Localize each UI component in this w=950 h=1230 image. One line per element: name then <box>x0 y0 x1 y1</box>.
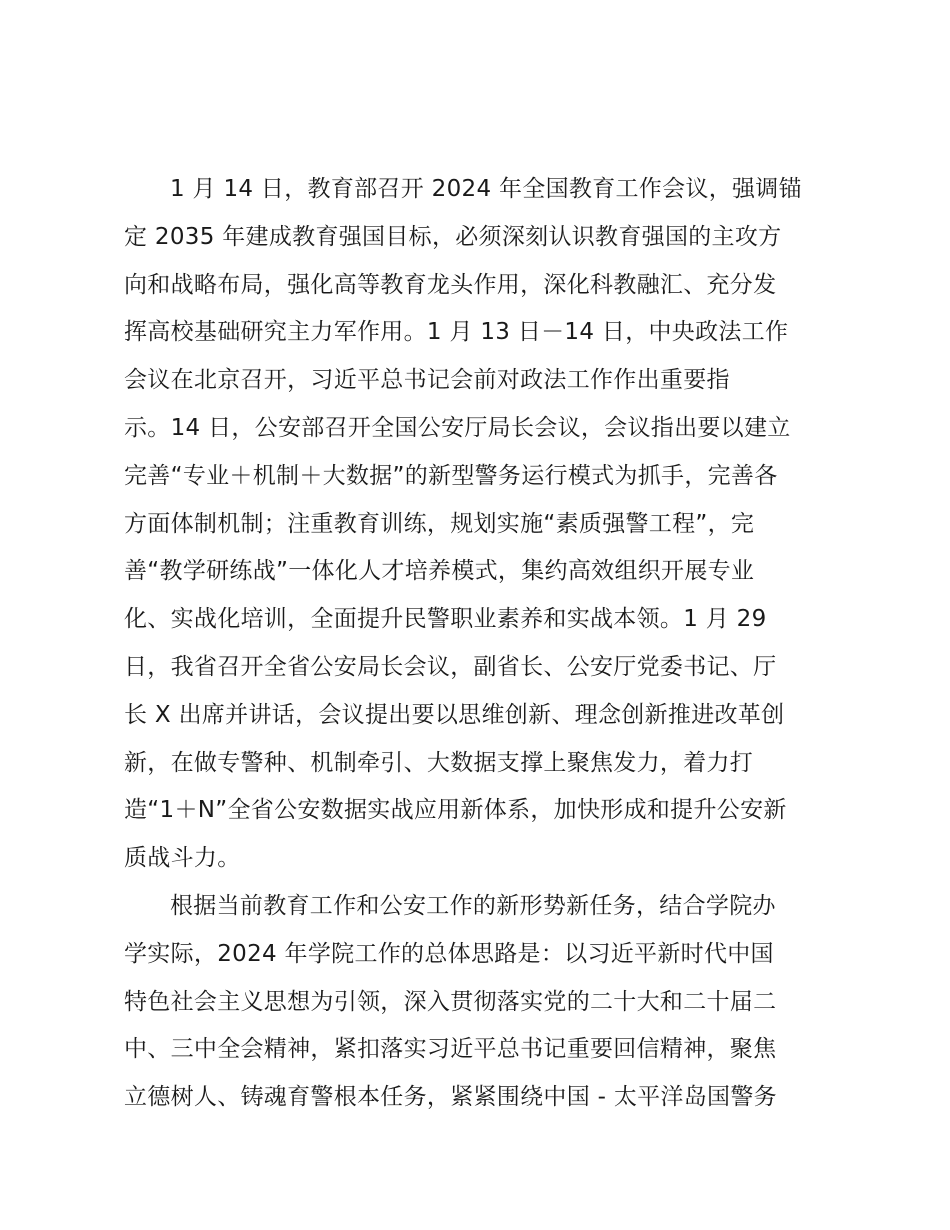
text-line: 长 X 出席并讲话，会议提出要以思维创新、理念创新推进改革创 <box>124 701 785 728</box>
text-line: 新，在做专警种、机制牵引、大数据支撑上聚焦发力，着力打 <box>124 749 754 776</box>
text-line: 学实际，2024 年学院工作的总体思路是：以习近平新时代中国 <box>124 940 774 967</box>
text-line: 示。14 日，公安部召开全国公安厅局长会议，会议指出要以建立 <box>124 414 791 441</box>
document-body <box>124 166 834 1122</box>
paragraph-2 <box>124 883 834 1122</box>
paragraph-1 <box>124 166 834 883</box>
text-line: 会议在北京召开，习近平总书记会前对政法工作作出重要指 <box>124 367 730 394</box>
text-line: 立德树人、铸魂育警根本任务，紧紧围绕中国 - 太平洋岛国警务 <box>124 1084 777 1111</box>
text-line: 根据当前教育工作和公安工作的新形势新任务，结合学院办 <box>170 892 776 919</box>
text-line: 善“教学研练战”一体化人才培养模式，集约高效组织开展专业 <box>124 558 755 585</box>
text-line: 日，我省召开全省公安局长会议，副省长、公安厅党委书记、厅 <box>124 653 777 680</box>
text-line: 向和战略布局，强化高等教育龙头作用，深化科教融汇、充分发 <box>124 271 777 298</box>
text-line: 定 2035 年建成教育强国目标，必须深刻认识教育强国的主攻方 <box>124 223 782 250</box>
text-line: 造“1＋N”全省公安数据实战应用新体系，加快形成和提升公安新 <box>124 797 787 824</box>
text-line: 挥高校基础研究主力军作用。1 月 13 日－14 日，中央政法工作 <box>124 319 789 346</box>
text-line: 化、实战化培训，全面提升民警职业素养和实战本领。1 月 29 <box>124 606 767 633</box>
text-line: 1 月 14 日，教育部召开 2024 年全国教育工作会议，强调锚 <box>170 176 802 202</box>
text-line: 特色社会主义思想为引领，深入贯彻落实党的二十大和二十届二 <box>124 988 777 1015</box>
text-line: 质战斗力。 <box>124 845 241 872</box>
text-line: 完善“专业＋机制＋大数据”的新型警务运行模式为抓手，完善各 <box>124 462 778 489</box>
text-line: 中、三中全会精神，紧扣落实习近平总书记重要回信精神，聚焦 <box>124 1036 777 1063</box>
text-line: 方面体制机制；注重教育训练，规划实施“素质强警工程”，完 <box>124 510 755 537</box>
